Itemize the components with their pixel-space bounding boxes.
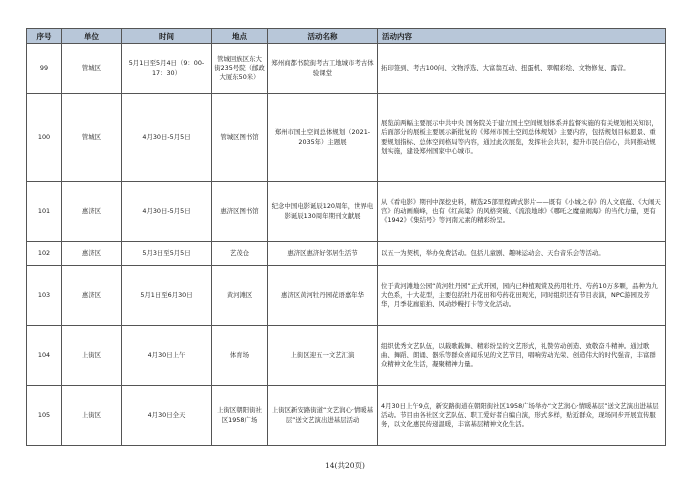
cell-activity-content: 4月30日上午9点，新安路街道在朝阳街社区1958广场举办“文艺润心·情暖基层”送文艺演出进基层活动。节目由各社区文艺队伍、职工爱好者自编自演，形式多样，贴近群众，现场同步开展宣传服务，以文化惠民传递温暖，丰富基层精神文化生活。 <box>378 386 666 446</box>
cell-time: 4月30日-5月5日 <box>122 182 212 242</box>
header-index: 序号 <box>27 29 62 44</box>
header-unit: 单位 <box>62 29 122 44</box>
cell-unit: 惠济区 <box>62 242 122 266</box>
cell-unit: 惠济区 <box>62 266 122 326</box>
cell-time: 5月1日至6月30日 <box>122 266 212 326</box>
cell-activity-name: 上街区迎五一文艺汇演 <box>268 326 378 386</box>
cell-place: 黄河滩区 <box>212 266 268 326</box>
header-activity-name: 活动名称 <box>268 29 378 44</box>
cell-place: 体育场 <box>212 326 268 386</box>
cell-index: 101 <box>27 182 62 242</box>
cell-unit: 惠济区 <box>62 182 122 242</box>
cell-unit: 上街区 <box>62 386 122 446</box>
cell-activity-content: 拓印签到、考古100问、文物浮选、大富翁互动、扭蛋机、翠帽彩绘、文物修复、露营。 <box>378 44 666 94</box>
table-row <box>27 386 666 446</box>
cell-time: 5月3日至5月5日 <box>122 242 212 266</box>
cell-time: 4月30日全天 <box>122 386 212 446</box>
cell-activity-content: 从《看电影》期刊中深挖史料，精选25部里程碑式影片——既有《小城之春》的人文底蕴、《大闹天宫》的动画巅峰，也有《红高粱》的风格突破、《流浪地球》《哪吒之魔童闹海》的当代力量，更有《1942》《集结号》等河南元素的精彩纷呈。 <box>378 182 666 242</box>
cell-activity-name: 惠济区黄河牡丹园花语嘉年华 <box>268 266 378 326</box>
table-header-row <box>27 29 666 44</box>
cell-place: 上街区朝阳街社区1958广场 <box>212 386 268 446</box>
activity-table <box>26 28 666 446</box>
cell-activity-content: 以五一为契机，举办免费活动。包括儿童剧、趣味运动会、天台音乐会等活动。 <box>378 242 666 266</box>
header-time: 时间 <box>122 29 212 44</box>
cell-activity-name: 郑州商都书院街考古工地城市考古体验课堂 <box>268 44 378 94</box>
cell-place: 惠济区图书馆 <box>212 182 268 242</box>
cell-activity-content: 组织优秀文艺队伍，以载歌载舞、精彩纷呈的文艺形式，礼赞劳动创造、致敬奋斗精神。通过歌曲、舞蹈、朗诵、器乐等群众喜闻乐见的文艺节目，唱响劳动光荣、创造伟大的时代强音，丰富群众精神文化生活，凝聚精神力量。 <box>378 326 666 386</box>
cell-place: 管城区图书馆 <box>212 94 268 182</box>
cell-time: 5月1日至5月4日（9：00-17：30） <box>122 44 212 94</box>
header-activity-content: 活动内容 <box>378 29 666 44</box>
table-row <box>27 266 666 326</box>
cell-unit: 管城区 <box>62 94 122 182</box>
table-row <box>27 182 666 242</box>
cell-activity-name: 纪念中国电影诞辰120周年，世界电影诞辰130周年期刊文献展 <box>268 182 378 242</box>
cell-time: 4月30日上午 <box>122 326 212 386</box>
table-row <box>27 242 666 266</box>
cell-index: 99 <box>27 44 62 94</box>
cell-place: 管城回族区东大街235号院（邮政大厦东50米） <box>212 44 268 94</box>
cell-index: 100 <box>27 94 62 182</box>
cell-unit: 上街区 <box>62 326 122 386</box>
cell-place: 艺茂仓 <box>212 242 268 266</box>
header-place: 地点 <box>212 29 268 44</box>
cell-activity-name: 惠济区惠济好邻居生活节 <box>268 242 378 266</box>
cell-index: 104 <box>27 326 62 386</box>
table-row <box>27 94 666 182</box>
page-number: 14(共20页) <box>325 461 365 470</box>
cell-time: 4月30日-5月5日 <box>122 94 212 182</box>
cell-activity-name: 郑州市国土空间总体规划（2021-2035年）主题展 <box>268 94 378 182</box>
cell-index: 102 <box>27 242 62 266</box>
table-row <box>27 44 666 94</box>
document-page <box>26 28 665 446</box>
cell-index: 105 <box>27 386 62 446</box>
cell-unit: 管城区 <box>62 44 122 94</box>
cell-activity-content: 展览前两幅主要展示中共中央 国务院关于建立国土空间规划体系并监督实施的有关规划相关知识，后面部分的展板主要展示新批复的《郑州市国土空间总体规划》主要内容，包括规划目标愿景、重要规划指标、总体空间格局等内容，通过此次展览，发挥社会共识，提升市民自信心，共同推动规划实施，建设郑州国家中心城市。 <box>378 94 666 182</box>
cell-index: 103 <box>27 266 62 326</box>
cell-activity-name: 上街区新安路街道“文艺润心·情暖基层”送文艺演出进基层活动 <box>268 386 378 446</box>
table-row <box>27 326 666 386</box>
cell-activity-content: 位于黄河滩地公园“黄河牡丹园”正式开园，园内已种植观赏及药用牡丹、芍药10万多颗，品种为九大色系，十大花型，主要包括牡丹花田和芍药花田观光，同时组织还有节目表演，NPC游园及芳华，月季花廊旅拍、风动纱幔打卡等文化活动。 <box>378 266 666 326</box>
